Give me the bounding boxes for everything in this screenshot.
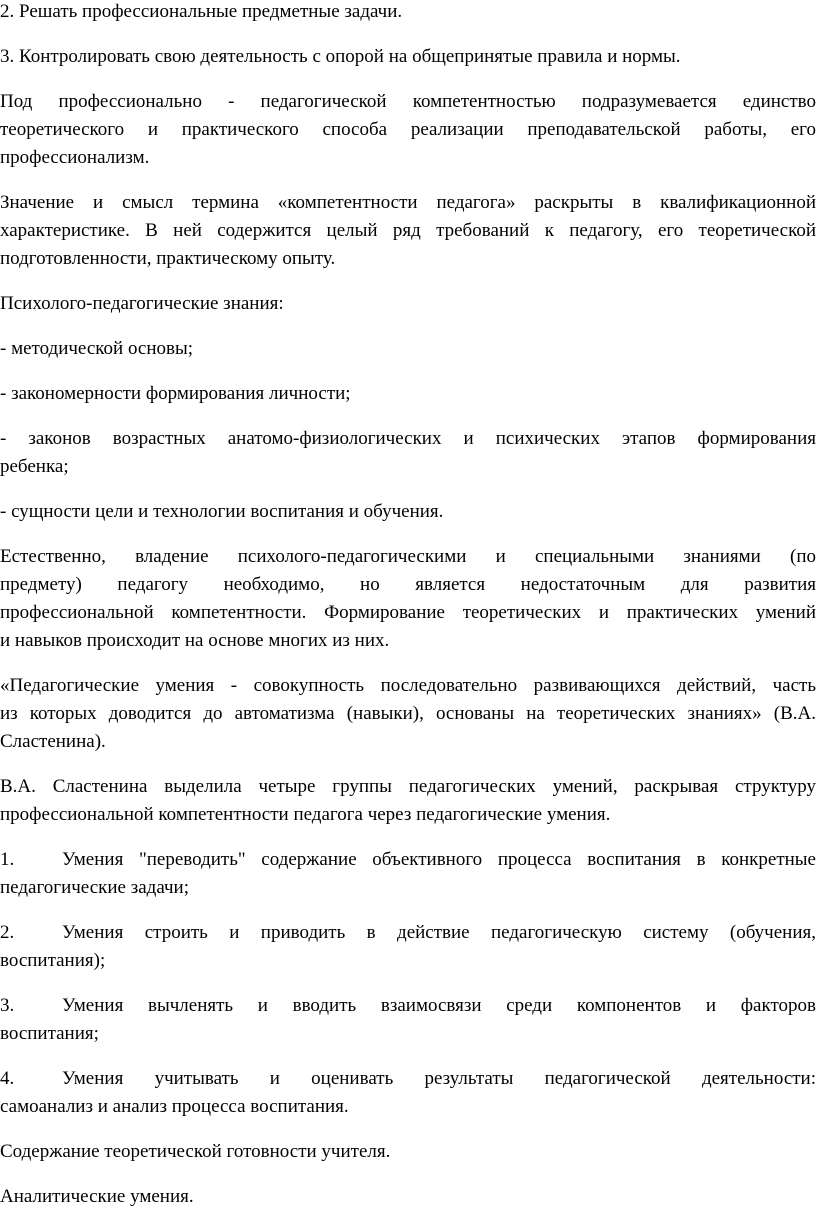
text-line: Естественно, владение психолого-педагогическими и специальными знаниями (по xyxy=(0,546,816,567)
text-line: теоретического и практического способа реализации преподавательской работы, его xyxy=(0,119,816,140)
text-line: В.А. Сластенина выделила четыре группы педагогических умений, раскрывая структуру xyxy=(0,776,816,797)
text-line: Содержание теоретической готовности учителя. xyxy=(0,1141,391,1162)
text-line xyxy=(0,1065,816,1093)
paragraph xyxy=(0,335,816,363)
text-line: профессионализм. xyxy=(0,147,150,168)
list-item xyxy=(0,1065,816,1121)
text-line: Психолого-педагогические знания: xyxy=(0,293,284,314)
list-number: 1. xyxy=(0,849,15,870)
text-line: воспитания; xyxy=(0,1023,99,1044)
text-line: Под профессионально - педагогической компетентностью подразумевается единство xyxy=(0,91,816,112)
text-line xyxy=(0,992,816,1020)
list-number: 3. xyxy=(0,995,15,1016)
text-line: Аналитические умения. xyxy=(0,1186,194,1207)
text-line: 2. Решать профессиональные предметные задачи. xyxy=(0,1,403,22)
text-line: профессиональной компетентности. Формирование теоретических и практических умений xyxy=(0,602,816,623)
text-line: - законов возрастных анатомо-физиологических и психических этапов формирования xyxy=(0,428,816,449)
text-line: Сластенина). xyxy=(0,731,106,752)
list-text: Умения "переводить" содержание объективного процесса воспитания в конкретные xyxy=(62,849,816,870)
paragraph xyxy=(0,498,816,526)
text-line: - сущности цели и технологии воспитания и обучения. xyxy=(0,501,444,522)
text-line: из которых доводится до автоматизма (навыки), основаны на теоретических знаниях» (В.А. xyxy=(0,703,816,724)
text-line: профессиональной компетентности педагога через педагогические умения. xyxy=(0,804,611,825)
list-item xyxy=(0,919,816,975)
paragraph xyxy=(0,88,816,172)
text-line: - методической основы; xyxy=(0,338,194,359)
text-line: характеристике. В ней содержится целый ряд требований к педагогу, его теоретической xyxy=(0,220,816,241)
paragraph xyxy=(0,543,816,655)
text-line: педагогические задачи; xyxy=(0,877,189,898)
paragraph xyxy=(0,1138,816,1166)
paragraph xyxy=(0,0,816,26)
text-line: ребенка; xyxy=(0,456,69,477)
list-item xyxy=(0,846,816,902)
list-text: Умения строить и приводить в действие педагогическую систему (обучения, xyxy=(62,922,816,943)
text-line: «Педагогические умения - совокупность последовательно развивающихся действий, часть xyxy=(0,675,816,696)
paragraph xyxy=(0,425,816,481)
list-text: Умения учитывать и оценивать результаты педагогической деятельности: xyxy=(62,1068,816,1089)
list-number: 4. xyxy=(0,1068,15,1089)
paragraph xyxy=(0,672,816,756)
text-line: Значение и смысл термина «компетентности педагога» раскрыты в квалификационной xyxy=(0,192,816,213)
text-line: и навыков происходит на основе многих из них. xyxy=(0,630,390,651)
paragraph xyxy=(0,189,816,273)
paragraph xyxy=(0,43,816,71)
paragraph xyxy=(0,773,816,829)
text-line: воспитания); xyxy=(0,950,106,971)
list-number: 2. xyxy=(0,922,15,943)
paragraph xyxy=(0,380,816,408)
list-item xyxy=(0,992,816,1048)
paragraph xyxy=(0,1183,816,1211)
text-line: предмету) педагогу необходимо, но является недостаточным для развития xyxy=(0,574,816,595)
list-text: Умения вычленять и вводить взаимосвязи среди компонентов и факторов xyxy=(62,995,816,1016)
text-line xyxy=(0,846,816,874)
paragraph xyxy=(0,290,816,318)
text-line: 3. Контролировать свою деятельность с опорой на общепринятые правила и нормы. xyxy=(0,46,681,67)
text-line xyxy=(0,919,816,947)
text-line: - закономерности формирования личности; xyxy=(0,383,351,404)
text-line: подготовленности, практическому опыту. xyxy=(0,248,336,269)
text-line: самоанализ и анализ процесса воспитания. xyxy=(0,1096,349,1117)
